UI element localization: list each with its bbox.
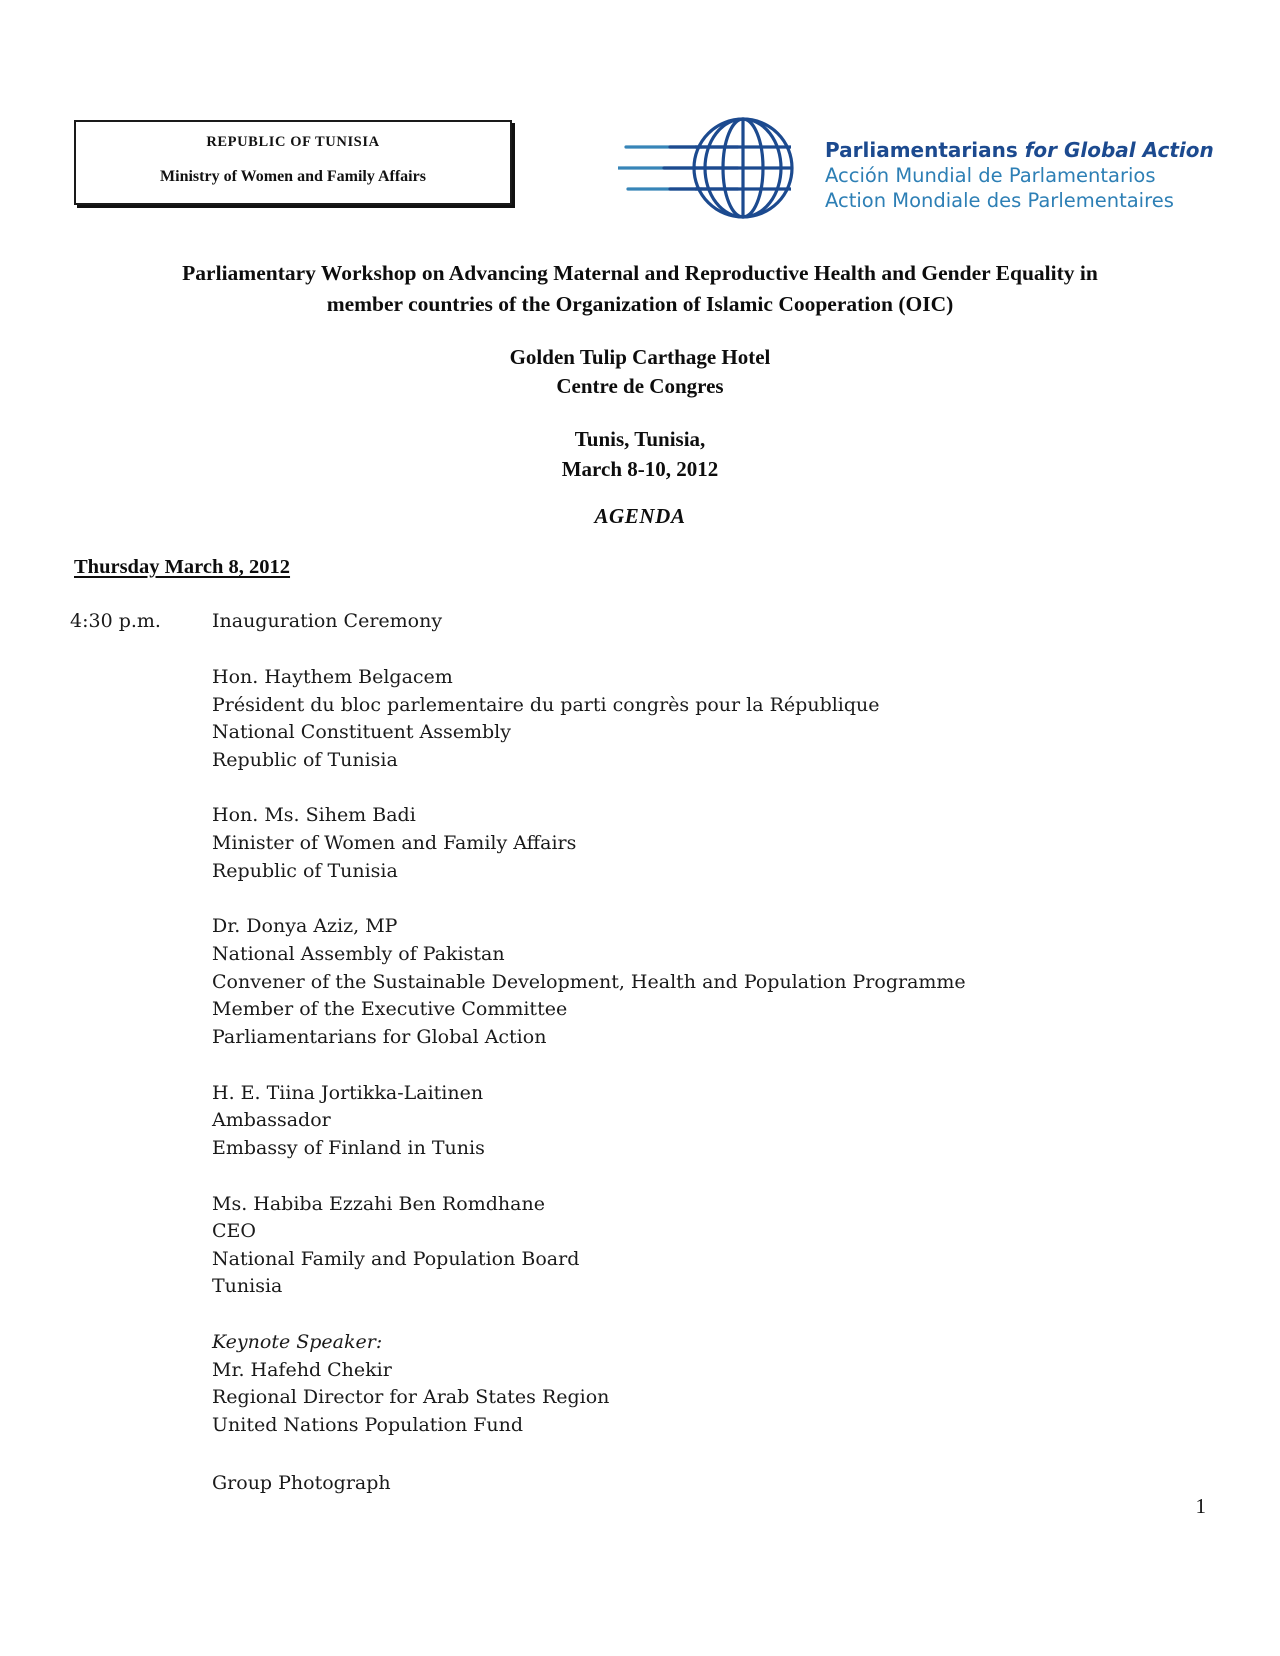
speaker-detail: Parliamentarians for Global Action	[212, 1025, 547, 1048]
speaker-name: Mr. Hafehd Chekir	[212, 1358, 392, 1381]
pga-logo-text	[825, 137, 1215, 214]
speaker-detail: National Assembly of Pakistan	[212, 943, 505, 966]
pga-name-english-bold: Parliamentarians	[825, 138, 1018, 162]
location-date	[0, 425, 1280, 485]
speaker-name: H. E. Tiina Jortikka-Laitinen	[212, 1081, 484, 1104]
speaker-detail: Member of the Executive Committee	[212, 998, 568, 1021]
speaker-role-label: Keynote Speaker:	[212, 1331, 383, 1354]
pga-logo	[618, 113, 1218, 221]
speaker-name: Hon. Ms. Sihem Badi	[212, 804, 416, 827]
speaker-detail: Ambassador	[212, 1109, 331, 1132]
speaker-detail: Minister of Women and Family Affairs	[212, 832, 577, 855]
title-line-2: member countries of the Organization of Islamic Cooperation (OIC)	[326, 291, 954, 316]
venue-hotel: Golden Tulip Carthage Hotel	[509, 345, 771, 369]
globe-icon	[618, 117, 818, 219]
page-title	[130, 258, 1150, 319]
agenda-item-time: 4:30 p.m.	[70, 610, 161, 632]
speaker-detail: Convener of the Sustainable Development, Health and Population Programme	[212, 970, 966, 993]
day-heading: Thursday March 8, 2012	[74, 556, 291, 578]
document-header	[0, 113, 1280, 223]
speaker-block	[212, 1191, 1280, 1302]
venue-hall: Centre de Congres	[556, 373, 724, 398]
speaker-detail: CEO	[212, 1220, 256, 1243]
page-number: 1	[1195, 1494, 1206, 1518]
agenda-item-content	[212, 608, 1280, 1497]
event-dates: March 8-10, 2012	[561, 456, 719, 481]
agenda-item-title: Inauguration Ceremony	[212, 610, 443, 632]
speaker-block	[212, 1080, 1280, 1163]
speaker-detail: Embassy of Finland in Tunis	[212, 1136, 485, 1159]
pga-name-english-italic: for Global Action	[1017, 138, 1214, 162]
speaker-block	[212, 913, 1280, 1051]
workshop-title	[0, 258, 1280, 319]
speaker-detail: United Nations Population Fund	[212, 1414, 524, 1437]
ministry-letterhead-box	[74, 120, 512, 205]
pga-name-french: Action Mondiale des Parlementaires	[825, 189, 1174, 213]
speaker-name: Hon. Haythem Belgacem	[212, 665, 453, 688]
speaker-block	[212, 1329, 1280, 1440]
agenda-item	[0, 608, 1280, 1497]
location-city: Tunis, Tunisia,	[574, 427, 706, 451]
speaker-detail: National Constituent Assembly	[212, 721, 511, 744]
pga-name-spanish: Acción Mundial de Parlamentarios	[825, 164, 1156, 187]
speaker-detail: Regional Director for Arab States Region	[212, 1386, 610, 1409]
speaker-block	[212, 802, 1280, 885]
speaker-detail: National Family and Population Board	[212, 1247, 580, 1270]
speaker-detail: Président du bloc parlementaire du parti congrès pour la République	[212, 693, 880, 716]
speaker-detail: Republic of Tunisia	[212, 859, 398, 882]
agenda-list	[0, 608, 1280, 1497]
agenda-note-text: Group Photograph	[212, 1471, 391, 1494]
speaker-name: Dr. Donya Aziz, MP	[212, 915, 398, 938]
speaker-name: Ms. Habiba Ezzahi Ben Romdhane	[212, 1192, 545, 1215]
speaker-block	[212, 664, 1280, 775]
speaker-detail: Republic of Tunisia	[212, 748, 398, 771]
agenda-note-block	[212, 1470, 1280, 1498]
venue-info	[0, 343, 1280, 401]
agenda-label: AGENDA	[594, 504, 686, 528]
title-line-1: Parliamentary Workshop on Advancing Maternal and Reproductive Health and Gender Equality in	[182, 261, 1098, 285]
speaker-detail: Tunisia	[212, 1275, 283, 1298]
pga-name-english	[825, 137, 1215, 163]
country-name: REPUBLIC OF TUNISIA	[206, 134, 380, 150]
ministry-name: Ministry of Women and Family Affairs	[160, 167, 426, 185]
